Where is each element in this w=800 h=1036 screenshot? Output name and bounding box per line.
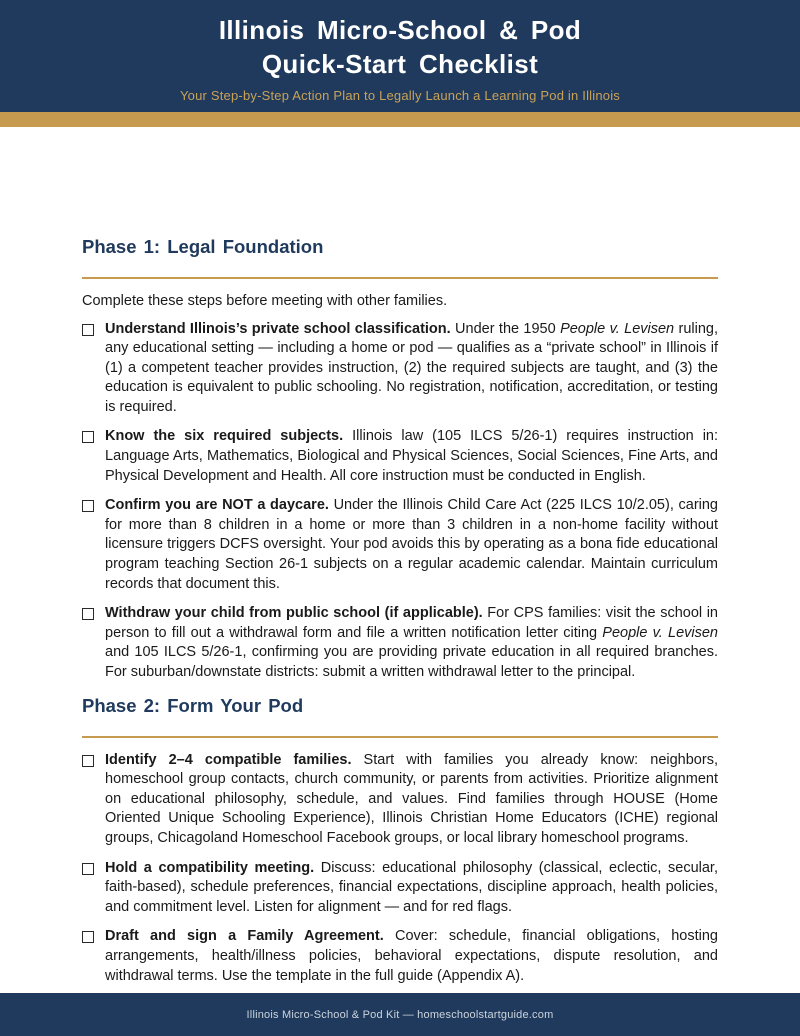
gold-divider-band <box>0 112 800 127</box>
page-subtitle: Your Step-by-Step Action Plan to Legally Launch a Learning Pod in Illinois <box>180 88 620 103</box>
page-title-line-1: Illinois Micro-School & Pod <box>218 15 582 45</box>
footer-text: Illinois Micro-School & Pod Kit — homeschoolstartguide.com <box>246 1008 554 1021</box>
page-header <box>0 0 800 112</box>
phases <box>82 236 718 986</box>
checklist-item <box>82 427 718 486</box>
page-title-line-2: Quick-Start Checklist <box>261 49 539 79</box>
checkbox-icon <box>82 431 94 443</box>
checklist-item-text: Confirm you are NOT a daycare. Under the Illinois Child Care Act (225 ILCS 10/2.05), caring for more than 8 children in a home or more than 3 children in a non-home facility without licensure triggers DCFS oversight. Your pod avoids this by operating as a bona fide educational program teaching Section 26-1 subjects on a regular academic calendar. Maintain curriculum records that document this. <box>105 497 718 592</box>
checkbox-icon <box>82 500 94 512</box>
content-area <box>0 127 800 986</box>
phase-section <box>82 236 718 683</box>
checkbox-icon <box>82 608 94 620</box>
checklist-item <box>82 927 718 986</box>
checklist-item <box>82 496 718 594</box>
checkbox-icon <box>82 863 94 875</box>
checklist-item <box>82 320 718 418</box>
checkbox-icon <box>82 324 94 336</box>
phase-intro: Complete these steps before meeting with other families. <box>82 293 448 309</box>
phase-rule <box>82 277 718 279</box>
checklist-item <box>82 604 718 682</box>
checkbox-icon <box>82 755 94 767</box>
checklist-item-text: Withdraw your child from public school (if applicable). For CPS families: visit the school in person to fill out a withdrawal form and file a written notification letter citing People v. Levisen and 105 ILCS 5/26-1, confirming you are providing private education in all required branches. For suburban/downstate districts: submit a written withdrawal letter to the principal. <box>105 605 718 680</box>
checklist-item-text: Hold a compatibility meeting. Discuss: educational philosophy (classical, eclectic, secular, faith-based), schedule preferences, financial expectations, discipline approach, health policies, and commitment level. Listen for alignment — and for red flags. <box>105 859 718 915</box>
checklist-item <box>82 751 718 849</box>
checkbox-icon <box>82 931 94 943</box>
page-footer <box>0 993 800 1036</box>
phase-heading: Phase 1: Legal Foundation <box>82 236 324 257</box>
checklist-item <box>82 859 718 918</box>
phase-section <box>82 695 718 987</box>
checklist-item-text: Understand Illinois’s private school classification. Under the 1950 People v. Levisen ruling, any educational setting — including a home or pod — qualifies as a “private school” in Illinois if (1) a competent teacher provides instruction, (2) the required subjects are taught, and (3) the education is equivalent to public schooling. No registration, notification, accreditation, or testing is required. <box>105 320 718 415</box>
phase-heading: Phase 2: Form Your Pod <box>82 694 304 716</box>
checklist-item-text: Draft and sign a Family Agreement. Cover: schedule, financial obligations, hosting arrangements, health/illness policies, behavioral expectations, dispute resolution, and withdrawal terms. Use the template in the full guide (Appendix A). <box>105 928 718 984</box>
checklist-item-text: Identify 2–4 compatible families. Start with families you already know: neighbors, homeschool group contacts, church community, or parents from activities. Prioritize alignment on educational philosophy, schedule, and values. Find families through HOUSE (Home Oriented Unique Schooling Experience), Illinois Christian Home Educators (ICHE) regional groups, Chicagoland Homeschool Facebook groups, or local library homeschool programs. <box>105 751 718 846</box>
phase-rule <box>82 736 718 738</box>
checklist-item-text: Know the six required subjects. Illinois law (105 ILCS 5/26-1) requires instruction in: Language Arts, Mathematics, Biological and Physical Sciences, Social Sciences, Fine Arts, and Physical Development and Health. All core instruction must be conducted in English. <box>105 428 719 484</box>
